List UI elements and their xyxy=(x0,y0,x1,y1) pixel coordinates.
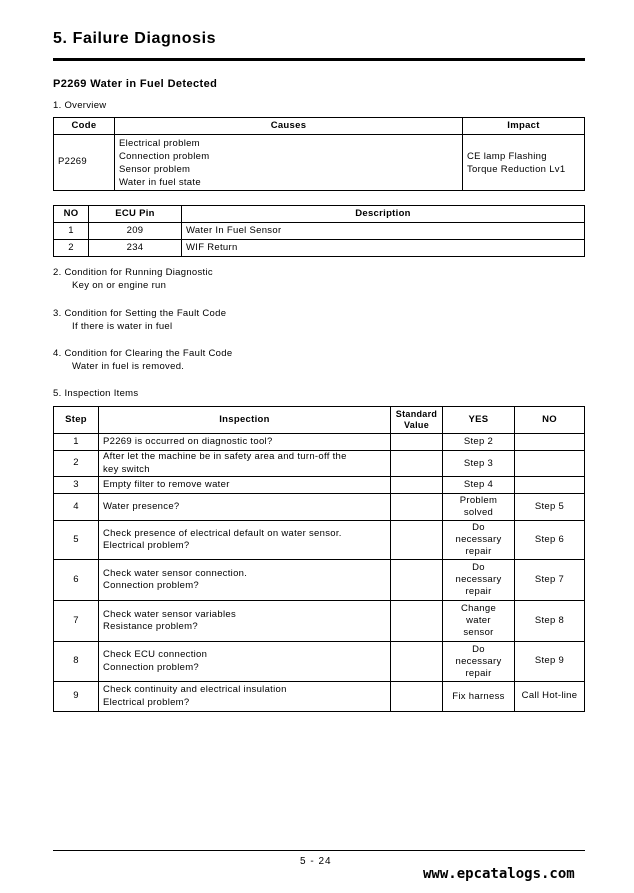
pin-no: 2 xyxy=(54,240,89,257)
inspection-line: Empty filter to remove water xyxy=(103,478,230,490)
overview-data-row xyxy=(54,135,585,191)
standard-value xyxy=(391,560,443,601)
yes-line: repair xyxy=(465,546,492,557)
yes-line: Do xyxy=(472,562,485,573)
inspection-text xyxy=(99,451,391,477)
no-cell xyxy=(515,451,585,477)
yes-cell xyxy=(443,682,515,712)
inspection-line: key switch xyxy=(103,463,150,475)
step-number: 3 xyxy=(54,477,99,494)
section-inspection-heading: 5. Inspection Items xyxy=(53,388,139,399)
cause-item: Connection problem xyxy=(119,150,210,162)
inspection-body xyxy=(54,434,585,712)
no-cell: Call Hot-line xyxy=(515,682,585,712)
footer-rule xyxy=(53,850,585,851)
section-heading: 2. Condition for Running Diagnostic xyxy=(53,267,213,278)
inspection-row xyxy=(54,451,585,477)
step-number: 4 xyxy=(54,494,99,521)
header-standard-value xyxy=(391,407,443,434)
pin-no: 1 xyxy=(54,223,89,240)
header-standard: Standard xyxy=(395,409,438,419)
standard-value xyxy=(391,494,443,521)
header-no: NO xyxy=(515,407,585,434)
pin-number: 234 xyxy=(89,240,182,257)
yes-line: Do xyxy=(472,522,485,533)
overview-causes xyxy=(115,135,463,191)
step-number: 9 xyxy=(54,682,99,712)
overview-header-row xyxy=(54,118,585,135)
standard-value xyxy=(391,434,443,451)
section-running-diagnostic xyxy=(53,266,213,292)
impact-item: Torque Reduction Lv1 xyxy=(467,163,566,175)
step-number: 1 xyxy=(54,434,99,451)
header-description: Description xyxy=(182,206,585,223)
header-yes: YES xyxy=(443,407,515,434)
inspection-line: Water presence? xyxy=(103,500,180,512)
yes-line: solved xyxy=(463,507,494,518)
header-value: Value xyxy=(403,420,429,430)
pin-description: WIF Return xyxy=(182,240,585,257)
inspection-row xyxy=(54,560,585,601)
inspection-row xyxy=(54,601,585,642)
inspection-line: Check presence of electrical default on water sensor. xyxy=(103,527,342,539)
inspection-line: Connection problem? xyxy=(103,661,200,673)
inspection-line: Connection problem? xyxy=(103,580,200,591)
yes-cell xyxy=(443,477,515,494)
inspection-line: Resistance problem? xyxy=(103,621,198,632)
yes-line: Step 2 xyxy=(463,436,494,447)
chapter-title: 5. Failure Diagnosis xyxy=(53,30,217,47)
yes-line: water xyxy=(466,615,491,626)
header-impact: Impact xyxy=(463,118,585,135)
yes-line: Fix harness xyxy=(452,690,505,702)
no-cell: Step 8 xyxy=(515,601,585,642)
inspection-line: Check ECU connection xyxy=(103,649,208,660)
yes-line: Change xyxy=(460,603,497,614)
yes-line: Step 3 xyxy=(463,457,494,469)
header-no: NO xyxy=(54,206,89,223)
inspection-header-row xyxy=(54,407,585,434)
yes-cell xyxy=(443,601,515,642)
inspection-row xyxy=(54,682,585,712)
section-text: If there is water in fuel xyxy=(72,321,173,332)
pin-row xyxy=(54,223,585,240)
inspection-row xyxy=(54,642,585,682)
section-heading: 3. Condition for Setting the Fault Code xyxy=(53,308,227,319)
header-ecu-pin: ECU Pin xyxy=(89,206,182,223)
yes-line: Problem xyxy=(459,495,498,506)
title-rule xyxy=(53,58,585,61)
inspection-line: Check continuity and electrical insulation xyxy=(103,684,287,695)
inspection-text xyxy=(99,560,391,601)
yes-line: sensor xyxy=(463,627,494,638)
cause-item: Sensor problem xyxy=(119,163,191,175)
inspection-line: Electrical problem? xyxy=(103,540,190,551)
no-cell xyxy=(515,477,585,494)
yes-line: Do xyxy=(472,643,485,655)
inspection-row xyxy=(54,494,585,521)
yes-line: repair xyxy=(465,586,492,597)
inspection-text xyxy=(99,601,391,642)
yes-cell xyxy=(443,494,515,521)
step-number: 5 xyxy=(54,521,99,560)
overview-impact xyxy=(463,135,585,191)
ecu-pin-table xyxy=(53,205,585,257)
no-cell: Step 6 xyxy=(515,521,585,560)
impact-item: CE lamp Flashing xyxy=(467,150,547,162)
yes-line: necessary xyxy=(455,534,502,545)
inspection-line: Electrical problem? xyxy=(103,696,190,708)
cause-item: Water in fuel state xyxy=(119,176,201,188)
yes-cell xyxy=(443,434,515,451)
yes-line: necessary xyxy=(455,574,502,585)
step-number: 8 xyxy=(54,642,99,682)
inspection-row xyxy=(54,521,585,560)
standard-value xyxy=(391,642,443,682)
no-cell: Step 5 xyxy=(515,494,585,521)
no-cell: Step 7 xyxy=(515,560,585,601)
inspection-text xyxy=(99,494,391,521)
pin-description: Water In Fuel Sensor xyxy=(182,223,585,240)
inspection-text xyxy=(99,434,391,451)
section-heading: 4. Condition for Clearing the Fault Code xyxy=(53,348,233,359)
overview-table xyxy=(53,117,585,191)
inspection-text xyxy=(99,682,391,712)
section-overview-heading: 1. Overview xyxy=(53,100,107,111)
standard-value xyxy=(391,601,443,642)
standard-value xyxy=(391,477,443,494)
pin-header-row xyxy=(54,206,585,223)
step-number: 7 xyxy=(54,601,99,642)
header-step: Step xyxy=(54,407,99,434)
inspection-row xyxy=(54,477,585,494)
pin-number: 209 xyxy=(89,223,182,240)
section-text: Water in fuel is removed. xyxy=(72,361,185,372)
yes-line: repair xyxy=(465,667,492,679)
yes-cell xyxy=(443,642,515,682)
inspection-line: After let the machine be in safety area and turn-off the xyxy=(103,451,347,462)
header-inspection: Inspection xyxy=(99,407,391,434)
yes-line: necessary xyxy=(455,655,502,667)
fault-code-title: P2269 Water in Fuel Detected xyxy=(53,78,218,90)
page-number: 5 - 24 xyxy=(300,856,332,867)
overview-code: P2269 xyxy=(54,135,115,191)
pin-row xyxy=(54,240,585,257)
standard-value xyxy=(391,682,443,712)
section-text: Key on or engine run xyxy=(72,280,167,291)
no-cell: Step 9 xyxy=(515,642,585,682)
section-clearing-fault-code xyxy=(53,347,232,373)
section-setting-fault-code xyxy=(53,307,226,333)
header-causes: Causes xyxy=(115,118,463,135)
inspection-text xyxy=(99,477,391,494)
step-number: 6 xyxy=(54,560,99,601)
inspection-line: P2269 is occurred on diagnostic tool? xyxy=(103,435,273,447)
yes-line: Step 4 xyxy=(463,479,494,490)
inspection-text xyxy=(99,642,391,682)
yes-cell xyxy=(443,521,515,560)
inspection-line: Check water sensor variables xyxy=(103,608,237,620)
inspection-line: Check water sensor connection. xyxy=(103,567,248,579)
inspection-table xyxy=(53,406,585,712)
step-number: 2 xyxy=(54,451,99,477)
standard-value xyxy=(391,521,443,560)
yes-cell xyxy=(443,451,515,477)
inspection-text xyxy=(99,521,391,560)
watermark-url: www.epcatalogs.com xyxy=(423,866,575,882)
cause-item: Electrical problem xyxy=(119,137,200,149)
header-code: Code xyxy=(54,118,115,135)
inspection-row xyxy=(54,434,585,451)
yes-cell xyxy=(443,560,515,601)
standard-value xyxy=(391,451,443,477)
no-cell xyxy=(515,434,585,451)
